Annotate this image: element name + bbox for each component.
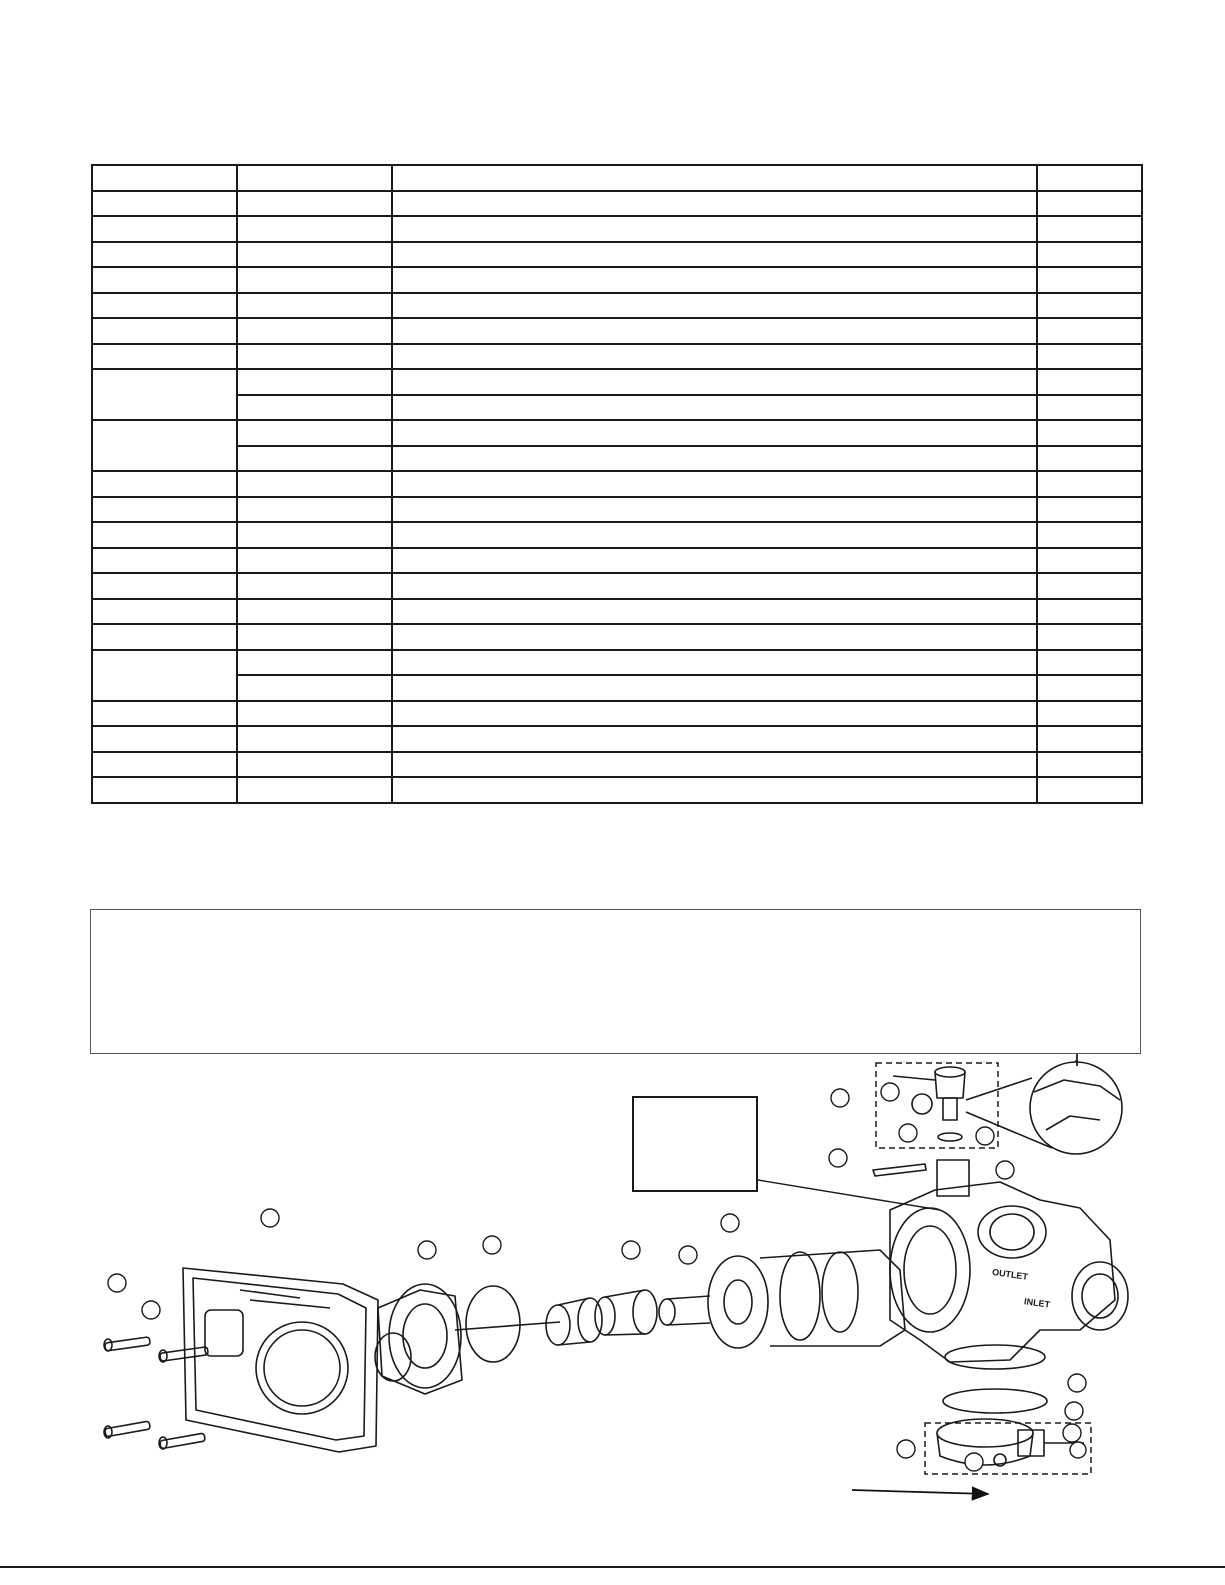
callout-balloon — [881, 1083, 899, 1101]
part-number-cell — [237, 599, 392, 625]
screw-part — [159, 1347, 208, 1362]
callout-balloon — [142, 1301, 160, 1319]
table-row — [92, 165, 1142, 191]
quantity-cell — [1037, 777, 1142, 803]
callout-balloon — [261, 1209, 279, 1227]
part-number-cell — [237, 395, 392, 421]
table-row — [92, 446, 1142, 472]
description-cell — [392, 726, 1037, 752]
table-row — [92, 497, 1142, 523]
description-cell — [392, 548, 1037, 574]
table-row — [92, 548, 1142, 574]
callout-balloon — [1063, 1424, 1081, 1442]
screw-part — [104, 1421, 150, 1438]
callout-balloon — [996, 1161, 1014, 1179]
callout-balloon — [108, 1274, 126, 1292]
exploded-view-diagram — [0, 1060, 1225, 1565]
part-number-cell — [237, 497, 392, 523]
description-cell — [392, 752, 1037, 778]
item-cell — [92, 650, 237, 701]
quantity-cell — [1037, 395, 1142, 421]
spacer-part — [546, 1298, 602, 1345]
item-cell — [92, 497, 237, 523]
piston-part — [659, 1296, 710, 1325]
item-cell — [92, 726, 237, 752]
part-number-cell — [237, 293, 392, 319]
quantity-cell — [1037, 675, 1142, 701]
flow-direction-arrow — [852, 1490, 988, 1494]
part-number-cell — [237, 267, 392, 293]
seal-ring — [943, 1389, 1047, 1413]
table-row — [92, 191, 1142, 217]
part-number-cell — [237, 318, 392, 344]
part-number-cell — [237, 701, 392, 727]
item-cell — [92, 548, 237, 574]
callout-leader — [758, 1180, 940, 1210]
table-row — [92, 675, 1142, 701]
part-number-cell — [237, 726, 392, 752]
item-cell — [92, 752, 237, 778]
item-cell — [92, 318, 237, 344]
drive-assembly — [375, 1284, 462, 1394]
callout-balloon — [721, 1214, 739, 1232]
callout-balloon — [483, 1236, 501, 1254]
description-cell — [392, 599, 1037, 625]
quantity-cell — [1037, 369, 1142, 395]
part-number-cell — [237, 446, 392, 472]
description-cell — [392, 573, 1037, 599]
item-cell — [92, 420, 237, 471]
table-row — [92, 420, 1142, 446]
footer-rule — [0, 1566, 1225, 1568]
callout-balloon — [1068, 1374, 1086, 1392]
description-cell — [392, 701, 1037, 727]
item-cell — [92, 701, 237, 727]
quantity-cell — [1037, 267, 1142, 293]
valve-body — [890, 1160, 1128, 1369]
item-cell — [92, 471, 237, 497]
part-number-cell — [237, 369, 392, 395]
parts-list-table — [91, 164, 1143, 804]
callout-balloon — [622, 1241, 640, 1259]
table-row — [92, 242, 1142, 268]
item-cell — [92, 242, 237, 268]
description-cell — [392, 650, 1037, 676]
callout-balloon — [418, 1241, 436, 1259]
part-number-cell — [237, 777, 392, 803]
part-number-cell — [237, 675, 392, 701]
quantity-cell — [1037, 216, 1142, 242]
description-cell — [392, 318, 1037, 344]
quantity-cell — [1037, 318, 1142, 344]
quantity-cell — [1037, 752, 1142, 778]
description-cell — [392, 242, 1037, 268]
part-number-cell — [237, 191, 392, 217]
part-number-cell — [237, 242, 392, 268]
description-cell — [392, 777, 1037, 803]
table-row — [92, 293, 1142, 319]
table-row — [92, 267, 1142, 293]
table-row — [92, 599, 1142, 625]
quantity-cell — [1037, 344, 1142, 370]
quantity-cell — [1037, 446, 1142, 472]
table-row — [92, 752, 1142, 778]
quantity-cell — [1037, 165, 1142, 191]
quantity-cell — [1037, 726, 1142, 752]
clamp-assembly — [937, 1419, 1084, 1466]
description-cell — [392, 344, 1037, 370]
table-row — [92, 471, 1142, 497]
quantity-cell — [1037, 522, 1142, 548]
item-cell — [92, 191, 237, 217]
part-number-cell — [237, 573, 392, 599]
table-row — [92, 522, 1142, 548]
shaft-line — [455, 1322, 560, 1330]
table-row — [92, 344, 1142, 370]
item-cell — [92, 573, 237, 599]
outlet-label: OUTLET — [991, 1266, 1029, 1282]
part-number-cell — [237, 650, 392, 676]
description-cell — [392, 267, 1037, 293]
description-cell — [392, 471, 1037, 497]
item-cell — [92, 344, 237, 370]
quantity-cell — [1037, 471, 1142, 497]
part-number-cell — [237, 471, 392, 497]
description-cell — [392, 293, 1037, 319]
item-cell — [92, 293, 237, 319]
item-cell — [92, 267, 237, 293]
item-cell — [92, 369, 237, 420]
quantity-cell — [1037, 242, 1142, 268]
table-row — [92, 318, 1142, 344]
table-row — [92, 624, 1142, 650]
table-row — [92, 395, 1142, 421]
table-row — [92, 650, 1142, 676]
description-cell — [392, 446, 1037, 472]
callout-balloon — [897, 1440, 915, 1458]
part-number-cell — [237, 420, 392, 446]
quantity-cell — [1037, 497, 1142, 523]
quantity-cell — [1037, 624, 1142, 650]
item-cell — [92, 599, 237, 625]
quantity-cell — [1037, 191, 1142, 217]
quantity-cell — [1037, 293, 1142, 319]
spacer-stack — [708, 1250, 905, 1348]
description-cell — [392, 395, 1037, 421]
part-number-cell — [237, 522, 392, 548]
table-row — [92, 777, 1142, 803]
o-ring — [466, 1286, 520, 1362]
callout-balloon — [829, 1149, 847, 1167]
description-cell — [392, 216, 1037, 242]
pin-part — [873, 1164, 926, 1176]
item-cell — [92, 624, 237, 650]
screw-part — [104, 1337, 150, 1351]
part-number-cell — [237, 624, 392, 650]
description-cell — [392, 675, 1037, 701]
callout-balloon — [679, 1246, 697, 1264]
inlet-label: INLET — [1023, 1296, 1051, 1310]
callout-balloon — [1070, 1442, 1086, 1458]
callout-balloon — [899, 1124, 917, 1142]
callout-balloon — [831, 1089, 849, 1107]
quantity-cell — [1037, 420, 1142, 446]
callout-balloon — [976, 1127, 994, 1145]
quantity-cell — [1037, 573, 1142, 599]
description-cell — [392, 191, 1037, 217]
quantity-cell — [1037, 599, 1142, 625]
callout-balloon — [1065, 1402, 1083, 1420]
part-number-cell — [237, 548, 392, 574]
description-cell — [392, 165, 1037, 191]
part-number-cell — [237, 344, 392, 370]
description-cell — [392, 497, 1037, 523]
item-cell — [92, 522, 237, 548]
table-row — [92, 726, 1142, 752]
quantity-cell — [1037, 650, 1142, 676]
quantity-cell — [1037, 548, 1142, 574]
description-cell — [392, 369, 1037, 395]
quantity-cell — [1037, 701, 1142, 727]
table-row — [92, 369, 1142, 395]
spacer-part — [595, 1290, 657, 1335]
callout-balloon — [965, 1453, 983, 1471]
screw-part — [159, 1433, 205, 1449]
item-cell — [92, 777, 237, 803]
part-number-cell — [237, 216, 392, 242]
part-number-cell — [237, 752, 392, 778]
table-row — [92, 216, 1142, 242]
description-cell — [392, 522, 1037, 548]
table-row — [92, 573, 1142, 599]
item-cell — [92, 216, 237, 242]
back-plate-housing — [183, 1268, 378, 1452]
part-number-cell — [237, 165, 392, 191]
description-cell — [392, 624, 1037, 650]
item-cell — [92, 165, 237, 191]
table-row — [92, 701, 1142, 727]
note-box — [90, 909, 1141, 1054]
description-cell — [392, 420, 1037, 446]
